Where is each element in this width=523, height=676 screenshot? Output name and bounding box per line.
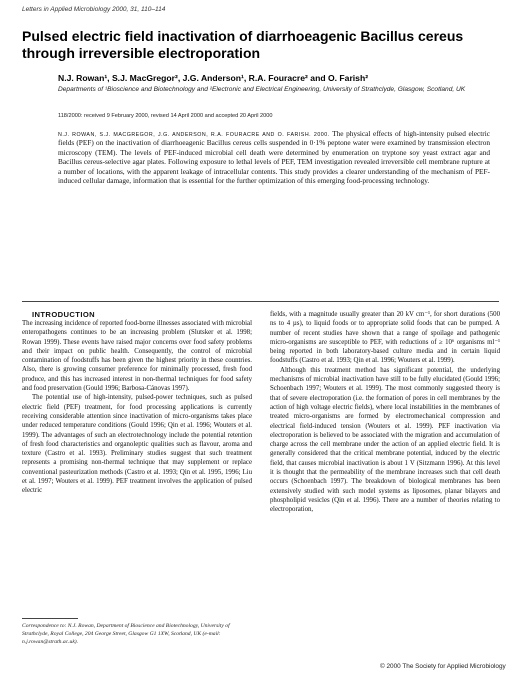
correspondence-footnote: Correspondence to: N.J. Rowan, Department of Bioscience and Biotechnology, University of Strathclyde, Royal College, 204 George Street, Glasgow G1 1XW, Scotland, UK (e-mail: n.j.rowan@strath.ac.uk). [22, 623, 230, 645]
body-paragraph: The potential use of high-intensity, pulsed-power techniques, such as pulsed electric field (PEF) treatment, for food processing applications is currently receiving considerable attention since inactivation of micro-organisms takes place under reduced temperature conditions (Gould 1996; Qin et al. 1996; Wouters et al. 1999). The advantages of such an electrotechnology include the potential retention of fresh food characteristics and organoleptic qualities such as flavour, aroma and texture (Castro et al. 1993). Preliminary studies suggest that such treatment represents a promising non-thermal technique that may supplement or replace conventional pasteurization methods (Castro et al. 1993; Qin et al. 1995, 1996; Liu et al. 1997; Wouters et al. 1999). PEF treatment involves the application of pulsed electric [22, 394, 252, 495]
section-divider [22, 301, 499, 302]
body-paragraph: The increasing incidence of reported food-borne illnesses associated with microbial enteropathogens continues to be an increasing problem (Slutsker et al. 1998; Rowan 1999). These events have raised major concerns over food safety problems and their impact on public health. Consequently, the control of microbial contamination of foodstuffs has been given the highest priority in these countries. Also, there is growing consumer preference for minimally processed, fresh food produce, and this has increased interest in non-thermal techniques for food safety and food preservation (Gould 1996; Barbosa-Cánovas 1997). [22, 320, 252, 393]
copyright-notice: © 2000 The Society for Applied Microbiology [380, 663, 506, 670]
right-column [270, 310, 500, 650]
section-heading-introduction: INTRODUCTION [32, 310, 96, 319]
abstract [58, 129, 490, 186]
journal-header: Letters in Applied Microbiology 2000, 31, 110–114 [22, 6, 166, 13]
footnote-divider [22, 618, 78, 619]
body-paragraph: Although this treatment method has significant potential, the underlying mechanisms of microbial inactivation have still to be fully elucidated (Gould 1996; Schoenbach 1997; Wouters et al. 1999). The most commonly suggested theory is that of severe electroporation (i.e. the formation of pores in cell membranes by the action of high voltage electric fields), where local instabilities in the membranes of treated micro-organisms are formed by electromechanical compression and electrical field-induced tension (Wouters et al. 1999). PEF inactivation via electroporation is believed to be associated with the migration and accumulation of charge across the cell membrane under the action of an applied electric field. It is generally considered that the critical membrane potential, induced by the electric field, that causes microbial inactivation is about 1 V (Sitzmann 1996). At this level it is thought that the permeability of the membrane increases such that cell death occurs (Schoenbach 1997). The breakdown of biological membranes has been extensively studied with such model systems as liposomes, planar bilayers and phospholipid vesicles (Qin et al. 1996). There are a number of theories relating to electroporation, [270, 366, 500, 514]
article-title: Pulsed electric field inactivation of diarrhoeagenic Bacillus cereus through irreversible electroporation [22, 28, 464, 61]
abstract-text: The physical effects of high-intensity pulsed electric fields (PEF) on the inactivation of diarrhoeagenic Bacillus cereus cells suspended in 0·1% peptone water were examined by transmission electron microscopy (TEM). The levels of PEF-induced microbial cell death were determined by enumeration on tryptone soy yeast extract agar and Bacillus cereus-selective agar plates. Following exposure to lethal levels of PEF, TEM investigation revealed irreversible cell membrane rupture at a number of locations, with the apparent leakage of intracellular contents. This study provides a clearer understanding of the mechanism of PEF-induced cellular damage, information that is essential for the further optimization of this emerging food-processing technology. [58, 129, 490, 186]
left-column [22, 310, 252, 596]
body-paragraph: fields, with a magnitude usually greater than 20 kV cm⁻¹, for short durations (500 ns to 4 µs), to liquid foods or to appropriate solid foods that can be pumped. A number of recent studies have shown that a range of spoilage and pathogenic micro-organisms are susceptible to PEF, with reductions of ≥ 10⁶ organisms ml⁻¹ being reported in both laboratory-based culture media and in certain liquid foodstuffs (Castro et al. 1993; Qin et al. 1996; Wouters et al. 1999). [270, 311, 500, 365]
author-list: N.J. Rowan¹, S.J. MacGregor², J.G. Anderson¹, R.A. Fouracre² and O. Farish² [58, 73, 369, 83]
abstract-author-line: N.J. ROWAN, S.J. MACGREGOR, J.G. ANDERSON, R.A. FOURACRE AND O. FARISH. 2000. [58, 132, 330, 138]
affiliations: Departments of ¹Bioscience and Biotechnology and ²Electronic and Electrical Engineering, University of Strathclyde, Glasgow, Scotland, UK [58, 86, 466, 93]
submission-dates: 118/2000: received 9 February 2000, revised 14 April 2000 and accepted 20 April 2000 [58, 113, 273, 119]
